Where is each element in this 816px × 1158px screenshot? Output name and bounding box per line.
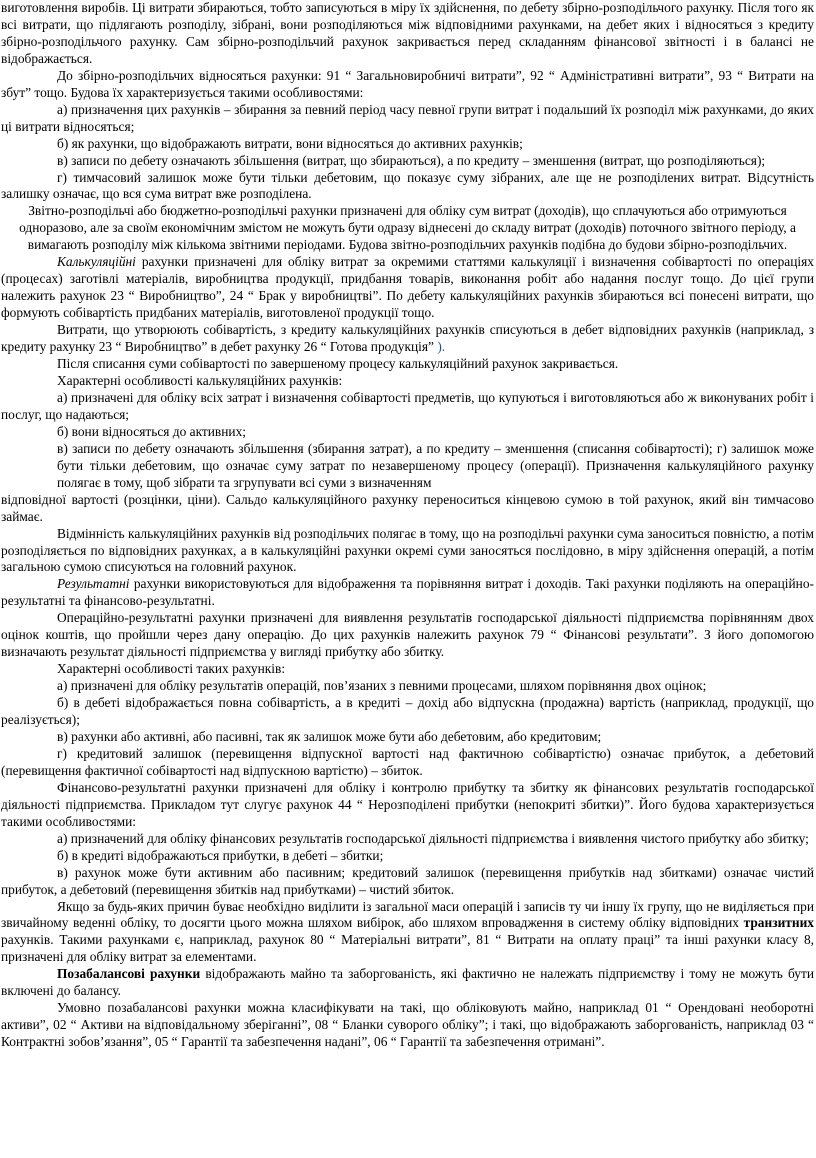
- paragraph-text: До збірно-розподільчих відносяться рахунки: 91 “ Загальновиробничі витрати”, 92 “ Адміністративні витрати”, 93 “ Витрати на збут” тощо. Будова їх характеризується такими особливостями:: [1, 67, 814, 100]
- paragraph-text: а) призначення цих рахунків – збирання за певний період часу певної групи витрат і подальший їх розподіл між рахунками, до яких ці витрати відносяться;: [1, 101, 814, 134]
- paragraph: [1, 373, 814, 390]
- paragraph: [1, 203, 814, 254]
- paragraph-text: в) записи по дебету означають збільшення (витрат, що збираються), а по кредиту – зменшення (витрат, що розподіляються);: [57, 152, 766, 168]
- paragraph: [1, 899, 814, 967]
- paragraph: [1, 0, 814, 68]
- paragraph: [1, 780, 814, 831]
- paragraph-text: Умовно позабалансові рахунки можна класифікувати на такі, що обліковують майно, наприклад 01 “ Орендовані необоротні активи”, 02 “ Активи на відповідальному зберіганні”, 08 “ Бланки суворого обліку”; і такі, що відображають заборгованість, наприклад 03 “ Контрактні зобов’язання”, 05 “ Гарантії та забезпечення надані”, 06 “ Гарантії та забезпечення отримані”.: [1, 1000, 814, 1050]
- paragraph-text: в) записи по дебету означають збільшення (збирання затрат), а по кредиту – зменшення (списання собівартості); г) залишок може бути тільки дебетовим, що означає суму затрат по незавершеному процесу (операції). Призначення калькуляційного рахунку полягає в тому, щоб зібрати та згрупувати всі суми з визначенням: [57, 440, 814, 490]
- paragraph: [1, 695, 814, 729]
- paragraph: [1, 322, 814, 356]
- paragraph: [1, 678, 814, 695]
- paragraph-text: Звітно-розподільчі або бюджетно-розподільчі рахунки призначені для обліку сум витрат (доходів), що сплачуються або отримуються одноразово, але за своїм економічним змістом не можуть бути одразу віднесені до складу витрат (доходів) поточного звітного періоду, а вимагають розподілу між кількома звітними періодами. Будова звітно-розподільчих рахунків подібна до будови збірно-розподільчих.: [19, 203, 796, 253]
- paragraph: [1, 831, 814, 848]
- paragraph-text: а) призначений для обліку фінансових результатів господарської діяльності підприємства і виявлення чистого прибутку або збитку;: [57, 830, 809, 846]
- paragraph-text: а) призначені для обліку результатів операцій, пов’язаних з певними процесами, шляхом порівняння двох оцінок;: [57, 678, 707, 694]
- paragraph-text: б) вони відносяться до активних;: [57, 423, 247, 439]
- paragraph-text: рахунки призначені для обліку витрат за окремими статтями калькуляції і визначення собівартості по операціях (процесах) заготівлі матеріалів, виробництва продукції, придбання товарів, виконання робіт або надання послуг тощо. До цієї групи належить рахунок 23 “ Виробництво”, 24 “ Брак у виробництві”. По дебету калькуляційних рахунків збираються всі понесені витрати, що формують собівартість придбаних матеріалів, виготовленої продукції тощо.: [1, 254, 814, 321]
- paragraph-text: відображають майно та заборгованість, які фактично не належать підприємству і тому не можуть бути включені до балансу.: [1, 966, 814, 999]
- paragraph: [1, 848, 814, 865]
- paragraph: [1, 492, 814, 526]
- paragraph-text: Якщо за будь-яких причин буває необхідно виділити із загальної маси операцій і записів ту чи іншу їх групу, що не виділяється при звичайному веденні обліку, то досягти цього можна шляхом вибірок, або шляхом впровадження в систему обліку відповідних: [1, 898, 814, 931]
- paragraph-text: в) рахунки або активні, або пасивні, так як залишок може бути або дебетовим, або кредитовим;: [57, 728, 602, 744]
- paragraph: [1, 68, 814, 102]
- italic-term: Калькуляційні: [57, 254, 136, 270]
- paragraph-text: виготовлення виробів. Ці витрати збираються, тобто записуються в міру їх здійснення, по дебету збірно-розподільчого рахунку. Після того як всі витрати, що підлягають розподілу, зібрані, вони розподіляються між відповідними рахунками, на дебет яких і відносяться з кредиту збірно-розподільчого рахунку. Сам збірно-розподільчий рахунок закривається перед складанням фінансової звітності і в балансі не відображається.: [1, 0, 814, 66]
- paragraph: [1, 1000, 814, 1051]
- paragraph: [1, 865, 814, 899]
- paragraph-text: б) в кредиті відображаються прибутки, в дебеті – збитки;: [57, 847, 384, 863]
- paragraph-text: Відмінність калькуляційних рахунків від розподільчих полягає в тому, що на розподільчі рахунки сума заноситься повністю, а потім розподіляється по відповідних рахунках, а в калькуляційні рахунки окремі суми заносяться послідовно, в міру здійснення операцій, а потім загальною сумою списуються на головний рахунок.: [1, 525, 814, 575]
- paragraph-text: рахунки використовуються для відображення та порівняння витрат і доходів. Такі рахунки поділяють на операційно-результатні та фінансово-результатні.: [1, 576, 814, 609]
- paragraph: [1, 661, 814, 678]
- paragraph-text: відповідної вартості (розцінки, ціни). Сальдо калькуляційного рахунку переноситься кінцевою сумою в той рахунок, який він тимчасово займає.: [1, 491, 814, 524]
- paragraph-text: Після списання суми собівартості по завершеному процесу калькуляційний рахунок закривається.: [57, 356, 619, 372]
- paragraph: [1, 153, 814, 170]
- paragraph: [1, 356, 814, 373]
- italic-term: Результатні: [57, 576, 130, 592]
- paragraph: [1, 136, 814, 153]
- paragraph-text: г) кредитовий залишок (перевищення відпускної вартості над фактичною собівартістю) означає прибуток, а дебетовий (перевищення фактичної собівартості над відпускною вартістю) – збиток.: [1, 745, 814, 778]
- paragraph-text: Фінансово-результатні рахунки призначені для обліку і контролю прибутку та збитку як фінансових результатів господарської діяльності підприємства. Прикладом тут слугує рахунок 44 “ Нерозподілені прибутки (непокриті збитки)”. Його будова характеризується такими особливостями:: [1, 779, 814, 829]
- paragraph-text: Характерні особливості калькуляційних рахунків:: [57, 372, 343, 388]
- bold-term: Позабалансові рахунки: [57, 966, 201, 982]
- bold-term: транзитних: [743, 915, 814, 931]
- paragraph: [1, 729, 814, 746]
- paragraph-text: б) як рахунки, що відображають витрати, вони відносяться до активних рахунків;: [57, 135, 523, 151]
- paragraph: [1, 170, 814, 204]
- paragraph: [1, 966, 814, 1000]
- paragraph: [1, 390, 814, 424]
- paragraph-text: Операційно-результатні рахунки призначені для виявлення результатів господарської діяльності підприємства порівнянням двох оцінок коштів, що пройшли через дану операцію. До цих рахунків належить рахунок 79 “ Фінансові результати”. З його допомогою визначають результат діяльності підприємства у вигляді прибутку або збитку.: [1, 610, 814, 660]
- paragraph-text: рахунків. Такими рахунками є, наприклад, рахунок 80 “ Матеріальні витрати”, 81 “ Витрати на оплату праці” та інші рахунки класу 8, призначені для обліку витрат за елементами.: [1, 932, 814, 965]
- paragraph: [1, 254, 814, 322]
- paragraph-text: а) призначені для обліку всіх затрат і визначення собівартості предметів, що купуються і виготовляються або ж виконуваних робіт і послуг, що надаються;: [1, 389, 814, 422]
- paragraph: [1, 746, 814, 780]
- paragraph: [1, 610, 814, 661]
- paragraph-text: Характерні особливості таких рахунків:: [57, 661, 286, 677]
- paragraph: [1, 441, 814, 492]
- paragraph: [1, 424, 814, 441]
- paragraph-text: ).: [437, 339, 446, 355]
- paragraph-text: б) в дебеті відображається повна собівартість, а в кредиті – дохід або відпускна (продажна) вартість (наприклад, продукції, що реалізується);: [1, 695, 814, 728]
- paragraph: [1, 526, 814, 577]
- paragraph-text: г) тимчасовий залишок може бути тільки дебетовим, що показує суму зібраних, але ще не розподілених витрат. Відсутність залишку означає, що вся сума витрат вже розподілена.: [1, 169, 814, 202]
- paragraph: [1, 102, 814, 136]
- paragraph: [1, 576, 814, 610]
- paragraph-text: Витрати, що утворюють собівартість, з кредиту калькуляційних рахунків списуються в дебет відповідних рахунків (наприклад, з кредиту рахунку 23 “ Виробництво” в дебет рахунку 26 “ Готова продукція”: [1, 322, 814, 355]
- paragraph-text: в) рахунок може бути активним або пасивним; кредитовий залишок (перевищення прибутків над збитками) означає чистий прибуток, а дебетовий (перевищення збитків над прибутками) – чистий збиток.: [1, 864, 814, 897]
